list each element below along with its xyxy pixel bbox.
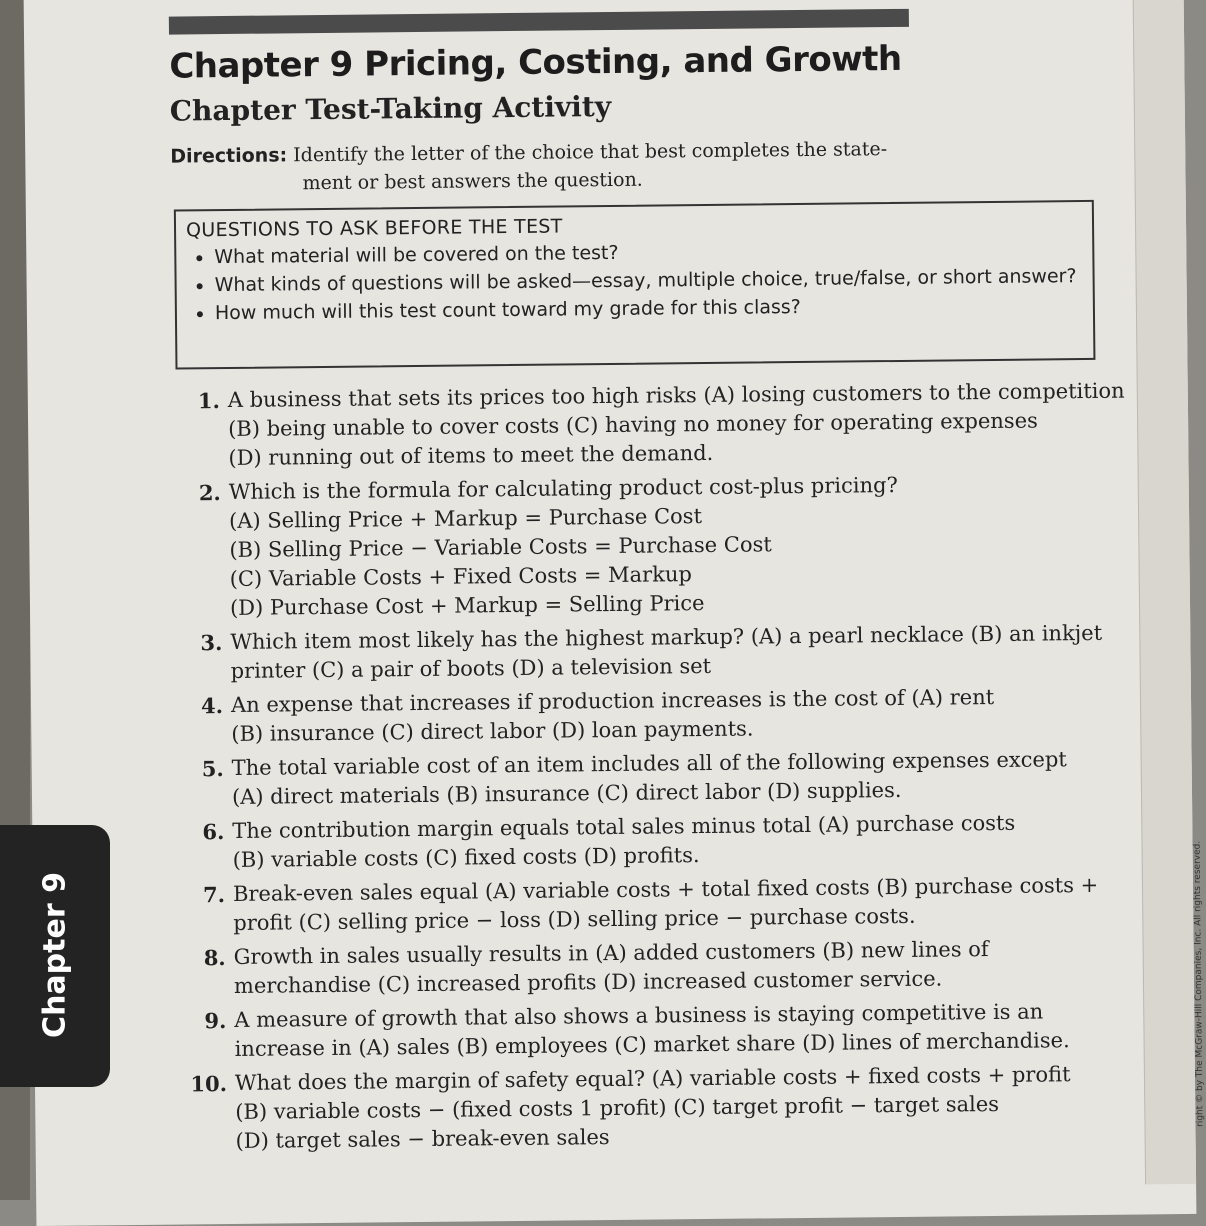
question-line: printer (C) a pair of boots (D) a television set — [230, 653, 712, 683]
question-line: A measure of growth that also shows a business is staying competitive is an — [234, 999, 1044, 1032]
question-number: 5. — [201, 756, 224, 782]
question-10 — [185, 1060, 1136, 1157]
question-line: An expense that increases if production increases is the cost of (A) rent — [230, 684, 995, 717]
directions-label: Directions: — [170, 144, 288, 168]
question-line: The contribution margin equals total sales minus total (A) purchase costs — [232, 810, 1016, 843]
chapter-side-tab-label: Chapter 9 — [37, 872, 73, 1038]
question-2 — [179, 469, 1130, 624]
activity-subtitle: Chapter Test-Taking Activity — [169, 89, 612, 128]
directions — [170, 134, 971, 198]
question-text — [230, 619, 1131, 686]
questions-box-item: • What material will be covered on the test? — [214, 234, 1082, 271]
question-line: (A) direct materials (B) insurance (C) direct labor (D) supplies. — [231, 777, 902, 809]
question-text — [232, 745, 1133, 812]
question-number: 9. — [204, 1008, 227, 1034]
question-line: (C) Variable Costs + Fixed Costs = Markup — [229, 562, 692, 591]
question-number: 2. — [198, 480, 221, 506]
question-line: (B) variable costs (C) fixed costs (D) profits. — [232, 843, 700, 872]
question-text — [235, 1060, 1136, 1156]
right-margin-strip — [1133, 0, 1197, 1184]
question-8 — [184, 934, 1135, 1002]
question-text — [229, 469, 1130, 623]
question-line: (B) being unable to cover costs (C) having no money for operating expenses — [228, 408, 1038, 441]
question-number: 4. — [200, 693, 224, 719]
question-6 — [182, 808, 1133, 876]
question-text — [234, 997, 1135, 1064]
questions-box-title: QUESTIONS TO ASK BEFORE THE TEST — [185, 215, 563, 242]
question-line: (B) insurance (C) direct labor (D) loan payments. — [231, 716, 754, 746]
question-1 — [178, 377, 1129, 474]
question-line: What does the margin of safety equal? (A) variable costs + fixed costs + profit — [234, 1062, 1071, 1095]
question-line: Which is the formula for calculating product cost-plus pricing? — [228, 472, 898, 504]
question-9 — [184, 997, 1135, 1065]
question-line: increase in (A) sales (B) employees (C) market share (D) lines of merchandise. — [234, 1028, 1070, 1061]
question-number: 10. — [190, 1071, 228, 1097]
worksheet-page — [24, 0, 1206, 1226]
question-line: Break-even sales equal (A) variable costs + total fixed costs (B) purchase costs + — [232, 872, 1099, 906]
question-line: Growth in sales usually results in (A) added customers (B) new lines of — [233, 937, 989, 969]
questions-box-item: • How much will this test count toward my grade for this class? — [215, 290, 1083, 327]
chapter-title: Chapter 9 Pricing, Costing, and Growth — [169, 38, 902, 87]
questions-box-list — [186, 234, 1083, 327]
question-number: 3. — [200, 630, 223, 656]
question-text — [233, 871, 1134, 938]
question-number: 1. — [197, 388, 220, 414]
question-line: profit (C) selling price − loss (D) selling price − purchase costs. — [233, 903, 916, 935]
question-line: (D) running out of items to meet the demand. — [228, 440, 714, 470]
top-rule-bar — [169, 9, 909, 35]
questions-before-test-box — [174, 200, 1096, 370]
questions-box-item: • What kinds of questions will be asked—essay, multiple choice, true/false, or short answer? — [214, 262, 1082, 299]
copyright-notice: right © by The McGraw-Hill Companies, Inc. All rights reserved. — [1192, 840, 1206, 1127]
question-4 — [181, 682, 1132, 750]
question-line: (A) Selling Price + Markup = Purchase Cost — [228, 504, 703, 533]
question-number: 6. — [202, 819, 225, 845]
question-line: (B) Selling Price − Variable Costs = Purchase Cost — [229, 532, 772, 562]
question-text — [231, 682, 1132, 749]
directions-text-line1: Identify the letter of the choice that best completes the state- — [293, 138, 888, 167]
question-line: merchandise (C) increased profits (D) increased customer service. — [233, 966, 943, 998]
question-text — [234, 934, 1135, 1001]
directions-text-line2: ment or best answers the question. — [302, 168, 643, 195]
question-7 — [183, 871, 1134, 939]
question-line: Which item most likely has the highest markup? (A) a pearl necklace (B) an inkjet — [230, 620, 1103, 654]
question-5 — [182, 745, 1133, 813]
question-list — [178, 377, 1136, 1162]
question-line: The total variable cost of an item includes all of the following expenses except — [231, 747, 1067, 780]
question-text — [232, 808, 1133, 875]
question-line: A business that sets its prices too high risks (A) losing customers to the competition — [227, 378, 1125, 412]
question-text — [228, 377, 1129, 473]
question-line: (D) Purchase Cost + Markup = Selling Price — [229, 591, 705, 620]
question-3 — [180, 619, 1131, 687]
question-number: 7. — [202, 882, 226, 908]
question-line: (D) target sales − break-even sales — [235, 1125, 610, 1153]
question-number: 8. — [203, 945, 226, 971]
question-line: (B) variable costs − (fixed costs 1 profit) (C) target profit − target sales — [235, 1091, 1000, 1124]
